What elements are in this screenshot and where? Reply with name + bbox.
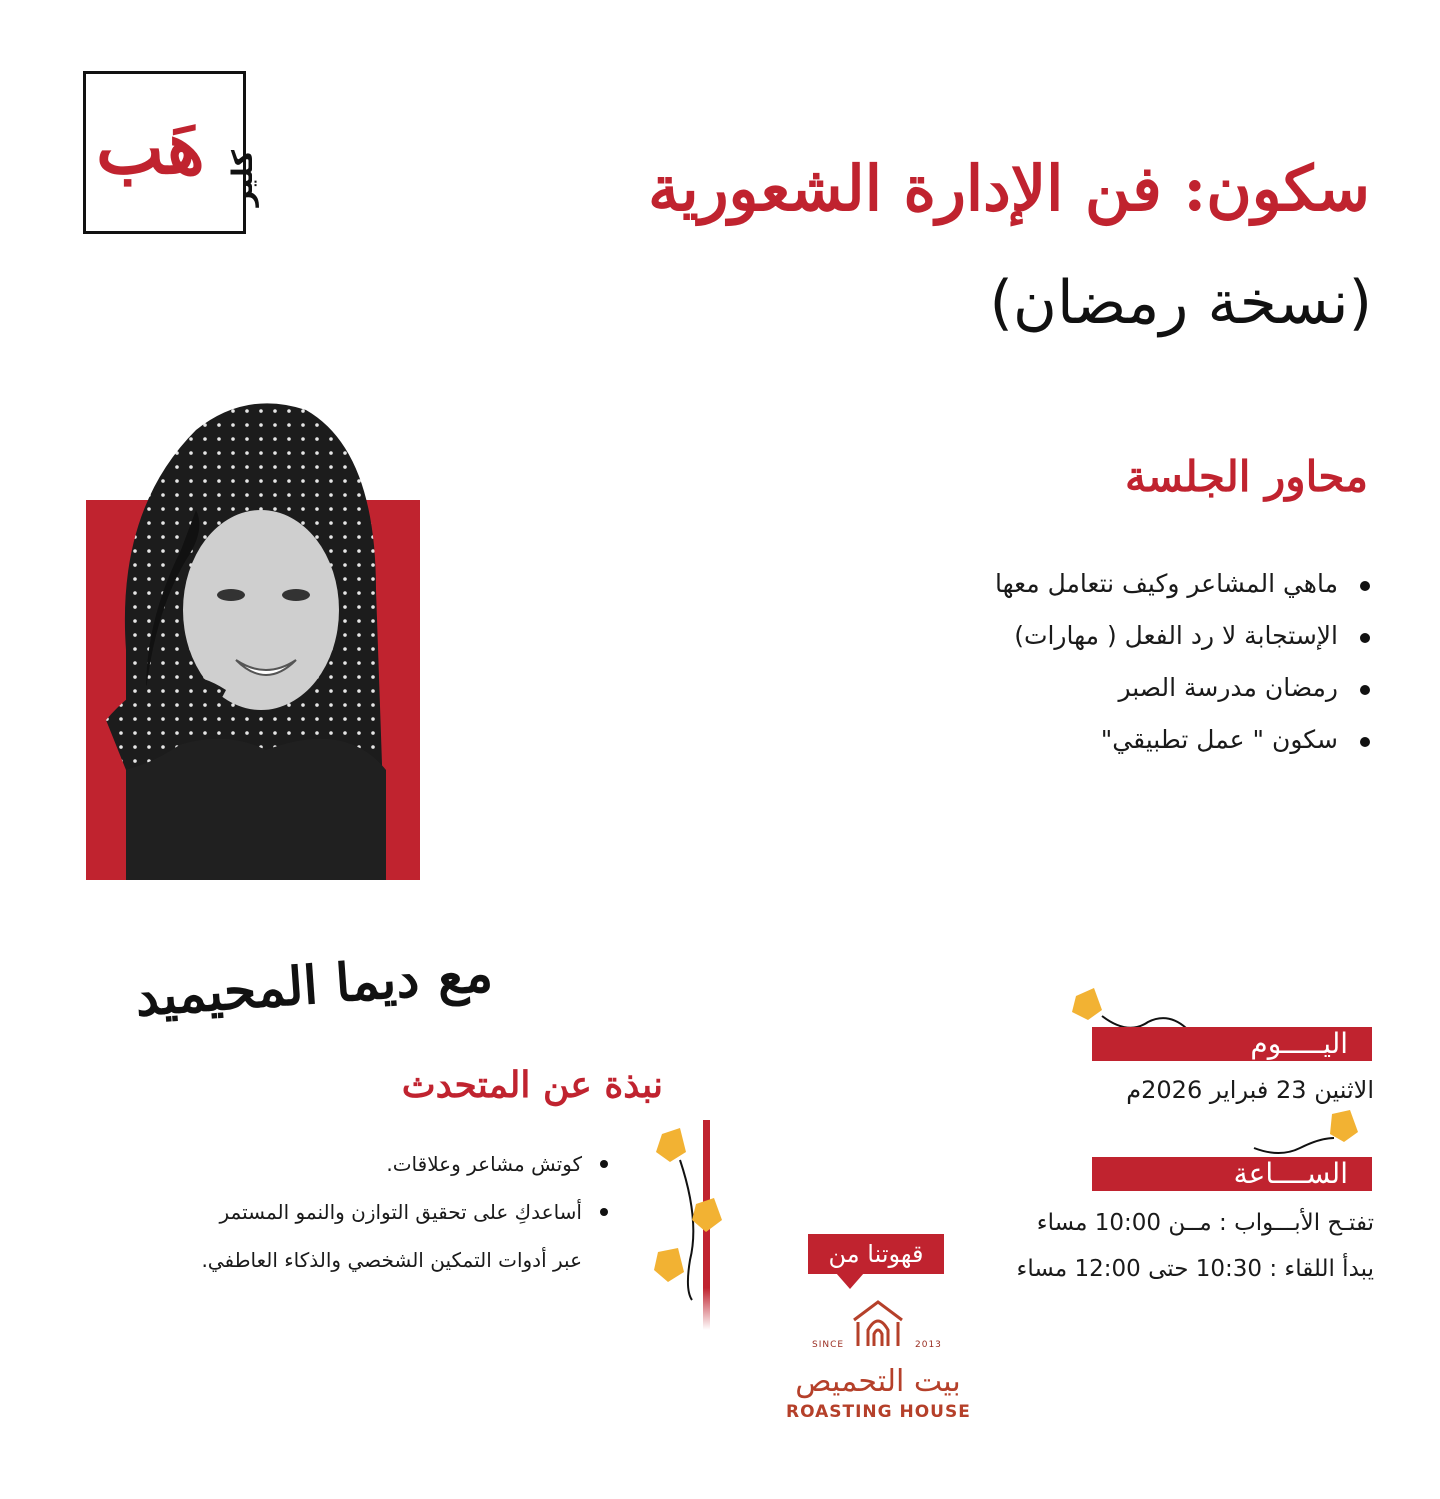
session-time: يبدأ اللقاء : 10:30 حتى 12:00 مساء xyxy=(1016,1256,1374,1282)
event-date: الاثنين 23 فبراير 2026م xyxy=(1126,1076,1374,1104)
brand-name-english: ROASTING HOUSE xyxy=(786,1402,971,1422)
brand-name-arabic: بيت التحميص xyxy=(795,1364,961,1399)
list-item: ماهي المشاعر وكيف نتعامل معها xyxy=(852,560,1372,612)
speech-bubble-tail xyxy=(836,1273,864,1289)
brand-year: 2013 xyxy=(915,1340,942,1350)
logo-mark: هَب xyxy=(96,105,205,190)
topics-heading: محاور الجلسة xyxy=(1124,452,1368,501)
lantern-decoration-icon xyxy=(640,1120,740,1340)
list-item: كوتش مشاعر وعلاقات. xyxy=(0,1150,610,1178)
topics-list xyxy=(852,560,1372,768)
speaker-photo xyxy=(86,390,386,880)
time-label: الســــاعة xyxy=(1092,1157,1372,1191)
list-item: سكون " عمل تطبيقي" xyxy=(852,716,1372,768)
sponsor-caption: قهوتنا من xyxy=(808,1234,944,1274)
bio-list xyxy=(0,1150,610,1294)
bio-heading: نبذة عن المتحدث xyxy=(401,1064,663,1106)
page-subtitle: (نسخة رمضان) xyxy=(989,268,1372,338)
doors-open-time: تفتـح الأبـــواب : مــن 10:00 مساء xyxy=(1036,1210,1374,1236)
list-item: رمضان مدرسة الصبر xyxy=(852,664,1372,716)
brand-since: SINCE xyxy=(812,1340,845,1350)
logo-subtext: كلير xyxy=(226,150,259,207)
bio-item-continuation: عبر أدوات التمكين الشخصي والذكاء العاطفي. xyxy=(201,1248,582,1272)
speaker-name: مع ديما المحيميد xyxy=(133,942,495,1029)
list-item: الإستجابة لا رد الفعل ( مهارات) xyxy=(852,612,1372,664)
bio-item-text: أساعدكِ على تحقيق التوازن والنمو المستمر xyxy=(219,1200,582,1224)
lantern-time-icon xyxy=(1250,1108,1370,1158)
day-label: اليـــــوم xyxy=(1092,1027,1372,1061)
page-title: سكون: فن الإدارة الشعورية xyxy=(648,152,1370,225)
roasting-house-logo-icon xyxy=(850,1298,906,1350)
list-item xyxy=(0,1198,610,1274)
